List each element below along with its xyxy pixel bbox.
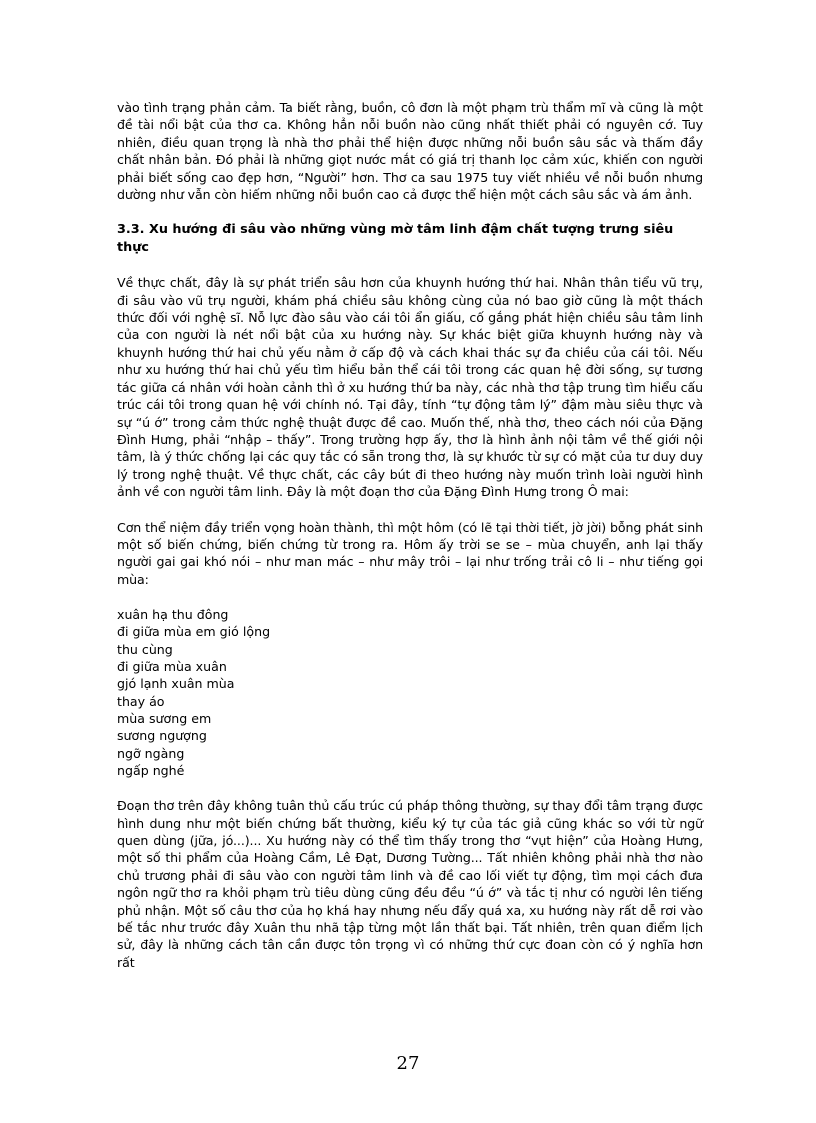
spacer: [117, 203, 703, 221]
spacer: [117, 588, 703, 606]
spacer: [117, 501, 703, 519]
poem-line: đi giữa mùa em gió lộng: [117, 624, 271, 640]
poem-line: ngỡ ngàng: [117, 745, 185, 761]
poem-line: xuân hạ thu đông: [117, 607, 229, 623]
poem-excerpt: [117, 606, 703, 779]
poem-line: thu cùng: [117, 641, 173, 657]
poem-line: thay áo: [117, 693, 165, 709]
section-heading: 3.3. Xu hướng đi sâu vào những vùng mờ tâm linh đậm chất tượng trưng siêu thực: [117, 222, 674, 255]
spacer: [117, 256, 703, 274]
poem-line: đi giữa mùa xuân: [117, 659, 227, 675]
paragraph-analysis: Đoạn thơ trên đây không tuân thủ cấu trúc cú pháp thông thường, sự thay đổi tâm trạng được hình dung như một biến chứng bất thường, kiểu ký tự của tác giả cũng khác so với từ ngữ quen dùng (jữa, jó...)... Xu hướng này có thể tìm thấy trong thơ “vụt hiện” của Hoàng Hưng, một số thi phẩm của Hoàng Cầm, Lê Đạt, Dương Tường... Tất nhiên không phải nhà thơ nào chủ trương phải đi sâu vào con người tâm linh và đề cao lối viết tự động, tìm mọi cách đưa ngôn ngữ thơ ra khỏi phạm trù tiêu dùng cũng đều đều “ú ớ” và tắc tị như có người lên tiếng phủ nhận. Một số câu thơ của họ khá hay nhưng nếu đẩy quá xa, xu hướng này rất dễ rơi vào bế tắc như trước đây Xuân thu nhã tập từng một lần thất bại. Tất nhiên, trên quan điểm lịch sử, đây là những cách tân cần được tôn trọng vì có những thứ cực đoan còn có ý nghĩa hơn rất: [117, 798, 703, 970]
page-number: 27: [396, 1053, 420, 1074]
poem-line: gjó lạnh xuân mùa: [117, 676, 235, 692]
spacer: [117, 779, 703, 797]
paragraph-intro: vào tình trạng phản cảm. Ta biết rằng, buồn, cô đơn là một phạm trù thẩm mĩ và cũng là một đề tài nổi bật của thơ ca. Không hẳn nỗi buồn nào cũng nhất thiết phải có nguyên cớ. Tuy nhiên, điều quan trọng là nhà thơ phải thể hiện được những nỗi buồn sâu sắc và thấm đầy chất nhân bản. Đó phải là những giọt nước mắt có giá trị thanh lọc cảm xúc, khiến con người phải biết sống cao đẹp hơn, “Người” hơn. Thơ ca sau 1975 tuy viết nhiều về nỗi buồn nhưng dường như vẫn còn hiếm những nỗi buồn cao cả được thể hiện một cách sâu sắc và ám ảnh.: [117, 100, 703, 203]
page-body: [117, 99, 703, 971]
paragraph-body: Về thực chất, đây là sự phát triển sâu hơn của khuynh hướng thứ hai. Nhân thân tiểu vũ trụ, đi sâu vào vũ trụ người, khám phá chiều sâu không cùng của nó bao giờ cũng là một thách thức đối với nghệ sĩ. Nỗ lực đào sâu vào cái tôi ẩn giấu, cố gắng phát hiện chiều sâu tâm linh của con người là nét nổi bật của xu hướng này. Sự khác biệt giữa khuynh hướng này và khuynh hướng thứ hai chủ yếu nằm ở cấp độ và cách khai thác sự đa chiều của cái tôi. Nếu như xu hướng thứ hai chủ yếu tìm hiểu bản thể cái tôi trong các quan hệ đời sống, sự tương tác giữa cá nhân với hoàn cảnh thì ở xu hướng thứ ba này, các nhà thơ tập trung tìm hiểu cấu trúc cái tôi trong quan hệ với chính nó. Tại đây, tính “tự động tâm lý” đậm màu siêu thực và sự “ú ớ” trong cảm thức nghệ thuật được đề cao. Muốn thế, nhà thơ, theo cách nói của Đặng Đình Hưng, phải “nhập – thấy”. Trong trường hợp ấy, thơ là hình ảnh nội tâm về thế giới nội tâm, là ý thức chống lại các quy tắc có sẵn trong thơ, là sự khước từ sự có mặt của tư duy duy lý trong nghệ thuật. Về thực chất, các cây bút đi theo hướng này muốn trình loài người hình ảnh về con người tâm linh. Đây là một đoạn thơ của Đặng Đình Hưng trong Ô mai:: [117, 275, 703, 500]
poem-line: mùa sương em: [117, 710, 212, 726]
paragraph-quote: Cơn thể niệm đầy triển vọng hoàn thành, thì một hôm (có lẽ tại thời tiết, jờ jời) bỗng phát sinh một số biến chứng, biến chứng từ trong ra. Hôm ấy trời se se – mùa chuyển, anh lại thấy người gai gai khó nói – như man mác – như mây trôi – lại như trống trải cô li – như tiếng gọi mùa:: [117, 519, 703, 587]
poem-line: sương ngượng: [117, 728, 207, 744]
poem-line: ngấp nghé: [117, 762, 185, 778]
